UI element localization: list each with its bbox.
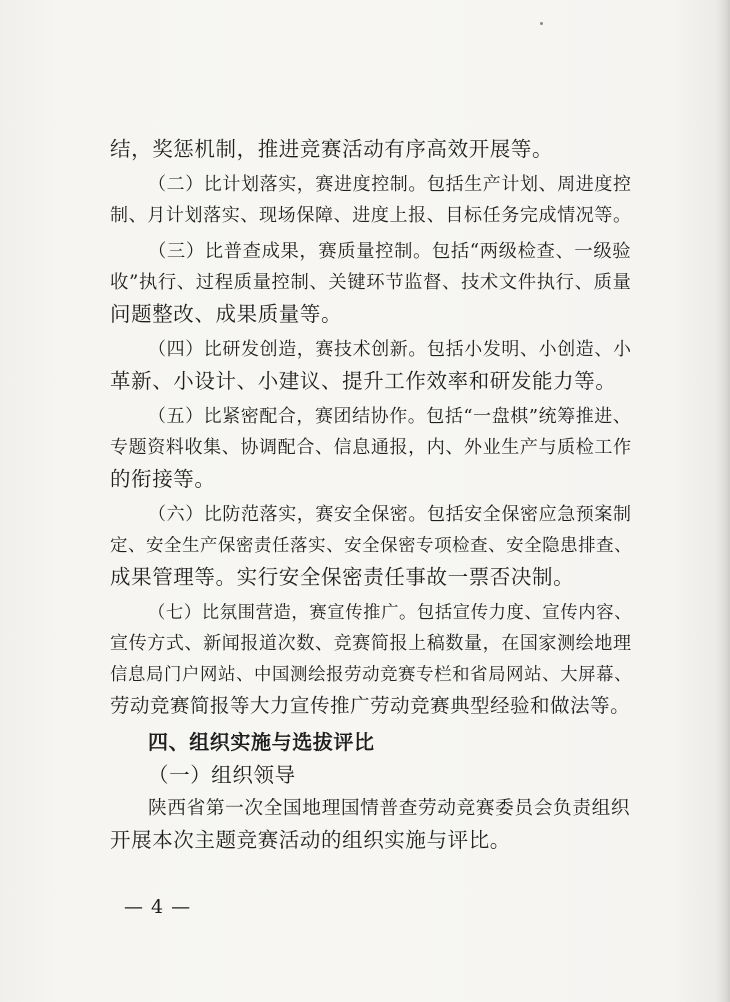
text-line-17: 信息局门户网站、中国测绘报劳动竞赛专栏和省局网站、大屏幕、 <box>110 665 633 685</box>
text-line-9: （五）比紧密配合，赛团结协作。包括“一盘棋”统筹推进、 <box>148 406 632 427</box>
text-line-7: （四）比研发创造，赛技术创新。包括小发明、小创造、小 <box>148 339 632 360</box>
text-line-10: 专题资料收集、协调配合、信息通报，内、外业生产与质检工作 <box>110 437 632 458</box>
section-heading: 四、组织实施与选拔评比 <box>148 730 375 754</box>
scan-speck <box>540 22 543 25</box>
text-line-12: （六）比防范落实，赛安全保密。包括安全保密应急预案制 <box>148 504 632 525</box>
page-number: — 4 — <box>124 896 192 918</box>
text-line-22: 开展本次主题竞赛活动的组织实施与评比。 <box>110 828 511 852</box>
text-line-21: 陕西省第一次全国地理国情普查劳动竞赛委员会负责组织 <box>148 798 631 819</box>
text-line-14: 成果管理等。实行安全保密责任事故一票否决制。 <box>110 565 575 589</box>
text-line-18: 劳动竞赛简报等大力宣传推广劳动竞赛典型经验和做法等。 <box>110 694 631 717</box>
text-line-3: 制、月计划落实、现场保障、进度上报、目标任务完成情况等。 <box>110 205 632 226</box>
text-line-1: 结，奖惩机制，推进竞赛活动有序高效开展等。 <box>110 137 554 161</box>
page-edge-shadow <box>716 0 730 1002</box>
text-line-11: 的衔接等。 <box>110 467 216 491</box>
text-line-5: 收”执行、过程质量控制、关键环节监督、技术文件执行、质量 <box>110 272 632 293</box>
text-line-13: 定、安全生产保密责任落实、安全保密专项检查、安全隐患排查、 <box>110 536 633 556</box>
text-line-8: 革新、小设计、小建议、提升工作效率和研发能力等。 <box>110 369 617 393</box>
text-line-4: （三）比普查成果，赛质量控制。包括“两级检查、一级验 <box>148 241 632 262</box>
subsection-heading: （一）组织领导 <box>148 763 296 787</box>
text-line-6: 问题整改、成果质量等。 <box>110 302 343 326</box>
text-line-15: （七）比氛围营造，赛宣传推广。包括宣传力度、宣传内容、 <box>148 603 633 623</box>
text-line-16: 宣传方式、新闻报道次数、竞赛简报上稿数量，在国家测绘地理 <box>110 633 632 654</box>
text-line-2: （二）比计划落实，赛进度控制。包括生产计划、周进度控 <box>148 174 632 195</box>
